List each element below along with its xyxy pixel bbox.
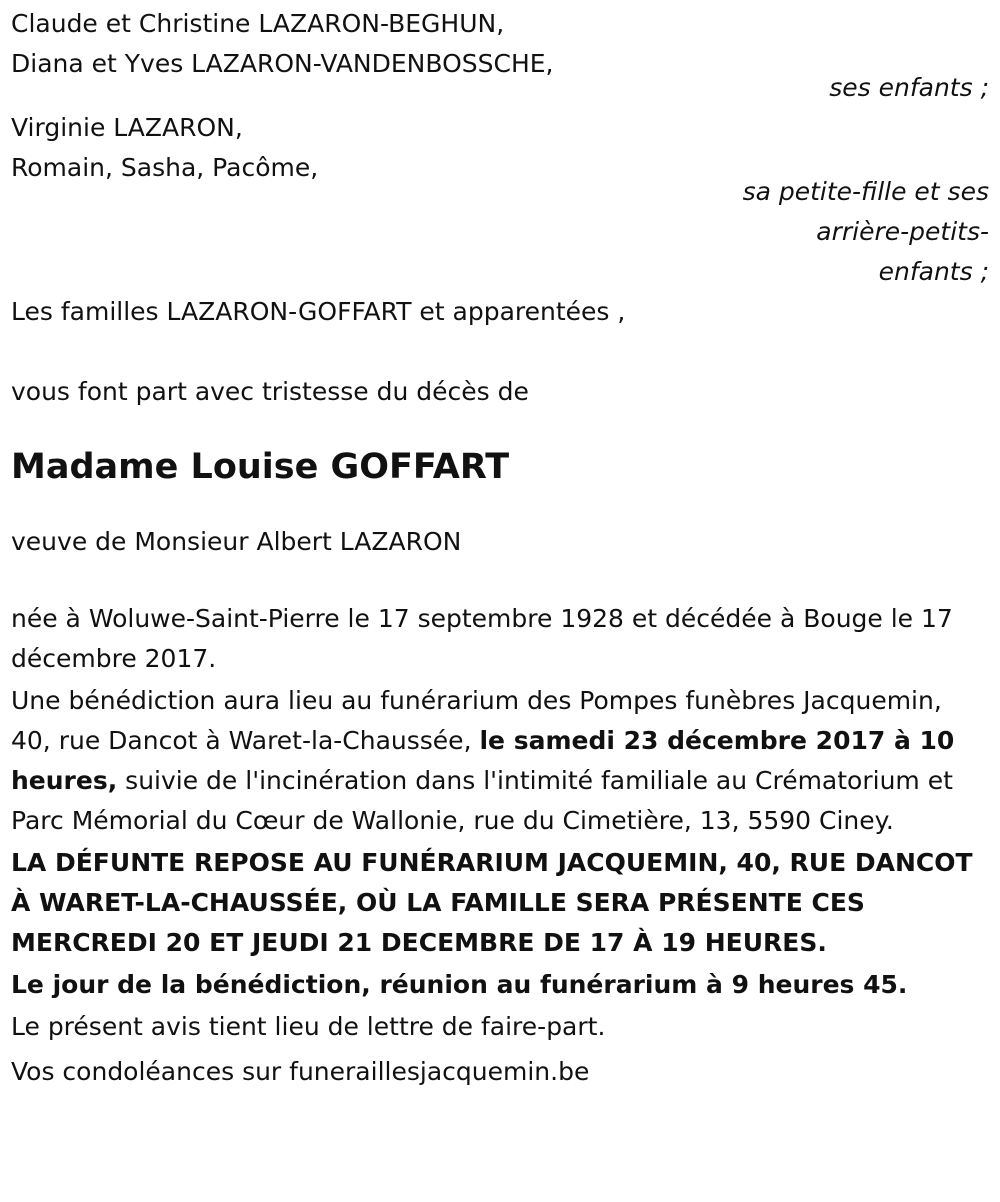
grandchildren-role-line-2: arrière-petits- bbox=[816, 217, 989, 246]
deceased-name: Madame Louise GOFFART bbox=[11, 447, 510, 487]
widow-of-line: veuve de Monsieur Albert LAZARON bbox=[11, 527, 462, 556]
visitation-paragraph: LA DÉFUNTE REPOSE AU FUNÉRARIUM JACQUEMIN, 40, RUE DANCOT À WARET-LA-CHAUSSÉE, OÙ LA FAMILLE SERA PRÉSENTE CES MERCREDI 20 ET JEUDI 21 DECEMBRE DE 17 À 19 HEURES. bbox=[11, 848, 973, 957]
grandchildren-line-2: Romain, Sasha, Pacôme, bbox=[11, 153, 319, 182]
announcement-line: vous font part avec tristesse du décès de bbox=[11, 377, 529, 406]
birth-death-paragraph: née à Woluwe-Saint-Pierre le 17 septembre 1928 et décédée à Bouge le 17 décembre 2017. bbox=[11, 604, 953, 673]
grandchildren-line-1: Virginie LAZARON, bbox=[11, 113, 243, 142]
obituary-notice bbox=[11, 4, 989, 1092]
meeting-line: Le jour de la bénédiction, réunion au funérarium à 9 heures 45. bbox=[11, 970, 908, 999]
grandchildren-role-line-1: sa petite-fille et ses bbox=[742, 177, 989, 206]
children-line-2: Diana et Yves LAZARON-VANDENBOSSCHE, bbox=[11, 49, 554, 78]
condolences-line: Vos condoléances sur funeraillesjacquemin.be bbox=[11, 1057, 590, 1086]
ceremony-date: le samedi 23 décembre 2017 à 10 heures, bbox=[11, 726, 955, 795]
ceremony-paragraph bbox=[11, 681, 989, 841]
grandchildren-role-line-3: enfants ; bbox=[878, 257, 989, 286]
notice-line: Le présent avis tient lieu de lettre de faire-part. bbox=[11, 1012, 606, 1041]
families-line: Les familles LAZARON-GOFFART et apparentées , bbox=[11, 297, 626, 326]
children-line-1: Claude et Christine LAZARON-BEGHUN, bbox=[11, 9, 505, 38]
children-role: ses enfants ; bbox=[829, 73, 989, 102]
ceremony-text-2: suivie de l'incinération dans l'intimité familiale au Crématorium et Parc Mémorial du Cœur de Wallonie, rue du Cimetière, 13, 5590 Ciney. bbox=[11, 766, 953, 835]
ceremony-text-1: Une bénédiction aura lieu au funérarium des Pompes funèbres Jacquemin, 40, rue Dancot à Waret-la-Chaussée, bbox=[11, 686, 942, 755]
